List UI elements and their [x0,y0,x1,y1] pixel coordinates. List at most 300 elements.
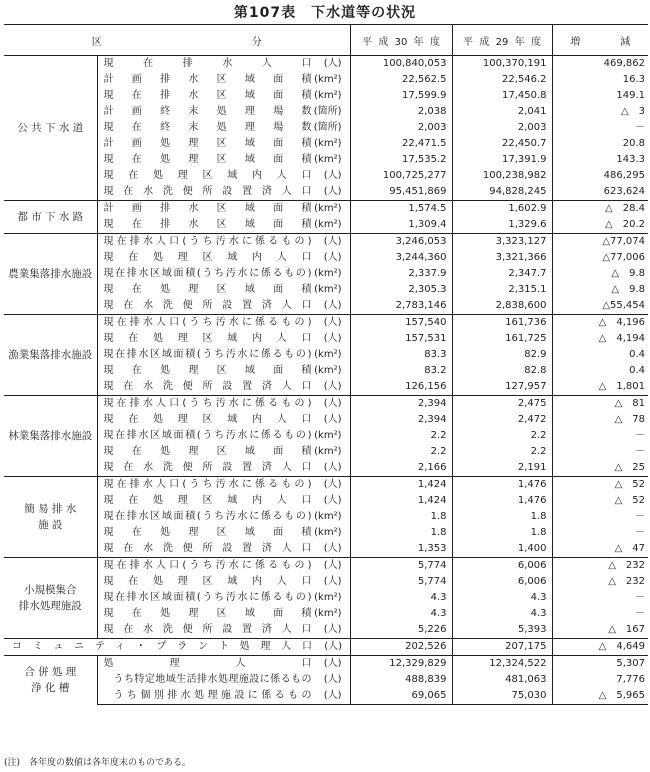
item-unit: (km²) [314,430,342,441]
item-cell [97,363,350,379]
item-cell [97,250,350,266]
table-row [4,152,648,168]
item-unit: (km²) [314,284,342,295]
item-unit: (人) [323,252,342,263]
item-cell [97,184,350,201]
table-row [4,298,648,315]
item-cell [97,72,350,88]
value-fy2018: 5,774 [350,574,452,590]
value-fy2017: 1,602.9 [452,201,552,218]
table-row [4,217,648,234]
item-cell [97,460,350,477]
value-change: 20.8 [622,138,645,149]
value-change: △ 4,649 [552,639,648,656]
value-fy2017: 82.9 [452,347,552,363]
item-cell [97,590,350,606]
value-fy2017: 1,329.6 [452,217,552,234]
table-row [4,201,648,218]
footnote: (注) 各年度の数値は各年度末のものである。 [4,758,192,768]
value-change: △ 78 [614,414,645,425]
value-fy2018: 3,246,053 [350,234,452,251]
item-label: 現在排水人口(うち汚水に係るもの) [103,479,312,490]
group-name: 簡 易 排 水 施 設 [24,503,77,531]
group-label [4,56,97,201]
item-cell [97,347,350,363]
value-fy2018: 100,840,053 [350,56,452,73]
header-fy2017: 平成29年度 [452,25,552,56]
value-fy2017: 3,321,366 [452,250,552,266]
item-unit: (km²) [314,268,342,279]
value-fy2017: 2,191 [452,460,552,477]
group-name: 漁業集落排水施設 [8,349,93,361]
item-label: 現在処理区域面積 [103,365,312,376]
value-fy2017: 1,476 [452,477,552,494]
item-unit: (人) [323,495,342,506]
table-row [4,136,648,152]
value-fy2017: 75,030 [452,688,552,705]
table-row [4,477,648,494]
value-fy2017: 6,006 [452,558,552,575]
table-row [4,460,648,477]
value-fy2018: 22,562.5 [350,72,452,88]
community-plant-label [4,639,350,656]
value-fy2017: 17,391.9 [452,152,552,168]
group-label [4,201,97,234]
table-row [4,184,648,201]
page-title: 第107表 下水道等の状況 [233,5,417,21]
value-change: 149.1 [616,90,645,101]
item-cell [97,379,350,396]
value-fy2017: 481,063 [452,672,552,688]
value-fy2017: 100,238,982 [452,168,552,184]
value-fy2018: 1,353 [350,541,452,558]
table-row [4,688,648,705]
value-change: △ 20.2 [605,219,645,230]
group-label [4,234,97,315]
item-cell [97,168,350,184]
value-fy2018: 4.3 [350,590,452,606]
table-row [4,347,648,363]
item-label: 現在処理区域内人口 [103,252,312,263]
community-plant-label-text: コミュニティ・プラント処理人口 [12,641,312,652]
item-cell [97,509,350,525]
value-fy2018: 2,394 [350,412,452,428]
value-fy2017: 2.2 [452,444,552,460]
table-row [4,104,648,120]
item-unit: (人) [323,674,342,685]
value-change: △ 47 [614,543,645,554]
value-fy2017: 2,003 [452,120,552,136]
table-row [4,525,648,541]
value-change: △ 52 [552,477,648,494]
value-fy2017: 82.8 [452,363,552,379]
item-unit: (人) [323,58,342,69]
value-fy2018: 22,471.5 [350,136,452,152]
value-change: △ 5,965 [552,688,648,705]
item-unit: (人) [323,658,342,669]
item-label: うち個別排水処理施設に係るもの [113,690,312,701]
value-fy2017: 2,475 [452,396,552,413]
value-fy2017: 6,006 [452,574,552,590]
item-unit: (人) [323,170,342,181]
value-fy2017: 2,472 [452,412,552,428]
item-unit: (人) [323,543,342,554]
table-row [4,639,648,656]
item-label: 現在処理区域面積 [103,608,312,619]
value-change: △77,006 [602,252,645,263]
item-unit: (人) [323,576,342,587]
value-change: － [635,511,645,522]
item-cell [97,477,350,494]
value-fy2017: 22,450.7 [452,136,552,152]
value-fy2018: 157,531 [350,331,452,347]
item-unit: (人) [323,414,342,425]
table-row [4,672,648,688]
item-cell [97,120,350,136]
value-fy2017: 4.3 [452,606,552,622]
value-fy2017: 22,546.2 [452,72,552,88]
value-change: △ 25 [614,462,645,473]
item-label: 現在処理区域内人口 [103,333,312,344]
item-cell [97,412,350,428]
value-fy2017: 2,838,600 [452,298,552,315]
item-label: 現在水洗便所設置済人口 [103,381,312,392]
table-row [4,168,648,184]
item-unit: (人) [323,560,342,571]
value-change: △ 232 [552,558,648,575]
table-row [4,396,648,413]
value-change: 486,295 [603,170,645,181]
value-fy2018: 488,839 [350,672,452,688]
value-fy2018: 2.2 [350,444,452,460]
value-fy2018: 83.3 [350,347,452,363]
value-fy2017: 3,323,127 [452,234,552,251]
value-change: △ 1,801 [598,381,645,392]
value-fy2017: 4.3 [452,590,552,606]
item-unit: (人) [323,381,342,392]
value-fy2017: 1.8 [452,525,552,541]
item-cell [97,152,350,168]
item-label: 現在排水区域面積(うち汚水に係るもの) [103,268,312,279]
value-fy2018: 157,540 [350,315,452,332]
item-unit: (km²) [314,203,342,214]
item-unit: (人) [323,317,342,328]
item-label: 現在水洗便所設置済人口 [103,462,312,473]
item-unit: (人) [323,236,342,247]
table-row [4,656,648,673]
table-row [4,282,648,298]
table-row [4,266,648,282]
table-row [4,590,648,606]
item-unit: (km²) [314,511,342,522]
item-cell [97,201,350,218]
value-fy2018: 17,599.9 [350,88,452,104]
value-fy2018: 2,166 [350,460,452,477]
item-unit: (km²) [314,90,342,101]
table-row [4,120,648,136]
value-fy2018: 1.8 [350,509,452,525]
item-cell [97,315,350,332]
group-name: 小規模集合 排水処理施設 [18,584,82,612]
item-cell [97,558,350,575]
value-fy2017: 2.2 [452,428,552,444]
value-fy2017: 5,393 [452,622,552,639]
value-fy2018: 2,003 [350,120,452,136]
item-label: 現在排水区域面積(うち汚水に係るもの) [103,349,312,360]
group-name: 林業集落排水施設 [8,430,93,442]
value-change: 7,776 [616,674,645,685]
value-fy2018: 2,783,146 [350,298,452,315]
table-row [4,541,648,558]
value-fy2018: 5,774 [350,558,452,575]
value-change: － [635,527,645,538]
value-change: － [635,592,645,603]
table-row [4,250,648,266]
value-fy2017: 100,370,191 [452,56,552,73]
item-label: 現在水洗便所設置済人口 [103,186,312,197]
item-label: 計画排水区域面積 [103,74,312,85]
value-fy2018: 1,309.4 [350,217,452,234]
item-cell [97,88,350,104]
value-fy2017: 1.8 [452,509,552,525]
item-cell [97,541,350,558]
value-fy2018: 100,725,277 [350,168,452,184]
value-fy2018: 5,226 [350,622,452,639]
item-cell [97,282,350,298]
value-change: △ 52 [614,495,645,506]
header-fy2018: 平成30年度 [350,25,452,56]
table-row [4,379,648,396]
item-unit: (箇所) [313,106,342,117]
item-unit: (人) [323,186,342,197]
value-change: △ 3 [620,106,645,117]
item-unit: (人) [323,462,342,473]
value-fy2018: 2.2 [350,428,452,444]
item-label: 現在排水区域面積 [103,90,312,101]
item-unit: (km²) [314,592,342,603]
item-unit: (人) [323,300,342,311]
table-header-row [4,25,648,56]
item-unit: (人) [323,333,342,344]
table-row [4,72,648,88]
item-label: 計画処理区域面積 [103,138,312,149]
item-label: 現在水洗便所設置済人口 [103,624,312,635]
item-cell [97,656,350,673]
value-change: △ 232 [608,576,645,587]
item-cell [97,493,350,509]
value-fy2018: 12,329,829 [350,656,452,673]
value-change: △ 9.8 [611,284,645,295]
item-label: 現在排水区域面積(うち汚水に係るもの) [103,430,312,441]
item-cell [97,525,350,541]
item-unit: (km²) [314,74,342,85]
item-label: 現在水洗便所設置済人口 [103,543,312,554]
table-row [4,444,648,460]
header-change: 増 減 [552,25,648,56]
group-name: 都 市 下 水 路 [17,211,84,223]
value-change: － [635,608,645,619]
value-change: △77,074 [552,234,648,251]
item-label: 現在排水人口 [103,58,312,69]
value-change: △ 28.4 [552,201,648,218]
item-label: 現在処理区域面積 [103,446,312,457]
group-name: 合 併 処 理 浄 化 槽 [24,666,77,695]
item-label: 現在排水人口(うち汚水に係るもの) [103,560,312,571]
value-change: 16.3 [622,74,645,85]
item-cell [97,444,350,460]
value-change: △ 4,194 [598,333,645,344]
item-label: 計画終末処理場数 [103,106,312,117]
value-fy2018: 95,451,869 [350,184,452,201]
value-fy2018: 1,424 [350,477,452,494]
item-unit: (人) [324,641,342,652]
value-fy2018: 69,065 [350,688,452,705]
item-unit: (km²) [314,219,342,230]
value-change: 5,307 [552,656,648,673]
item-cell [97,331,350,347]
item-cell [97,396,350,413]
item-label: 現在排水区域面積(うち汚水に係るもの) [103,511,312,522]
value-fy2017: 161,736 [452,315,552,332]
item-cell [97,606,350,622]
value-fy2017: 12,324,522 [452,656,552,673]
item-label: 現在水洗便所設置済人口 [103,300,312,311]
item-cell [97,428,350,444]
table-row [4,622,648,639]
value-change: 143.3 [616,154,645,165]
item-cell [97,622,350,639]
table-row [4,606,648,622]
value-change: 469,862 [552,56,648,73]
item-unit: (人) [323,479,342,490]
value-change: 0.4 [629,365,645,376]
value-fy2017: 94,828,245 [452,184,552,201]
value-change: △ 81 [552,396,648,413]
value-fy2018: 1,574.5 [350,201,452,218]
value-fy2018: 202,526 [350,639,452,656]
group-label [4,315,97,396]
value-change: △ 167 [608,624,645,635]
value-fy2018: 1.8 [350,525,452,541]
group-label [4,656,97,705]
value-fy2018: 1,424 [350,493,452,509]
item-unit: (km²) [314,608,342,619]
value-fy2018: 83.2 [350,363,452,379]
table-row [4,331,648,347]
group-name: 農業集落排水施設 [8,268,93,280]
item-label: 現在排水区域面積(うち汚水に係るもの) [103,592,312,603]
group-label [4,558,97,639]
value-fy2017: 1,400 [452,541,552,558]
value-fy2017: 1,476 [452,493,552,509]
value-fy2017: 2,347.7 [452,266,552,282]
table-row [4,363,648,379]
table-row [4,315,648,332]
item-cell [97,266,350,282]
table-row [4,56,648,73]
group-label [4,396,97,477]
value-fy2017: 127,957 [452,379,552,396]
group-name: 公 共 下 水 道 [17,122,84,134]
value-fy2018: 2,394 [350,396,452,413]
value-fy2018: 2,337.9 [350,266,452,282]
item-cell [97,672,350,688]
sewer-status-table [4,24,648,705]
table-row [4,428,648,444]
value-change: － [635,430,645,441]
item-cell [97,298,350,315]
value-change: △55,454 [602,300,645,311]
item-unit: (人) [323,624,342,635]
item-label: うち特定地域生活排水処理施設に係るもの [113,674,312,685]
item-label: 現在排水人口(うち汚水に係るもの) [103,317,312,328]
value-change: △ 9.8 [611,268,645,279]
value-fy2018: 126,156 [350,379,452,396]
value-fy2018: 2,038 [350,104,452,120]
item-label: 現在処理区域面積 [103,527,312,538]
table-row [4,574,648,590]
header-category: 区 分 [4,25,350,56]
group-label [4,477,97,558]
item-unit: (人) [323,398,342,409]
item-unit: (人) [323,690,342,701]
item-unit: (km²) [314,365,342,376]
value-fy2018: 4.3 [350,606,452,622]
table-row [4,493,648,509]
value-change: － [635,446,645,457]
value-change: △ 4,196 [552,315,648,332]
value-change: － [635,122,645,133]
value-fy2017: 17,450.8 [452,88,552,104]
item-label: 現在処理区域内人口 [103,414,312,425]
table-row [4,88,648,104]
table-row [4,509,648,525]
item-cell [97,104,350,120]
item-cell [97,217,350,234]
table-row [4,412,648,428]
value-fy2017: 161,725 [452,331,552,347]
value-change: 623,624 [603,186,645,197]
item-unit: (箇所) [313,122,342,133]
item-label: 計画排水区域面積 [103,203,312,214]
value-fy2018: 17,535.2 [350,152,452,168]
table-row [4,234,648,251]
item-label: 現在終末処理場数 [103,122,312,133]
item-label: 現在排水区域面積 [103,219,312,230]
item-unit: (km²) [314,154,342,165]
value-change: 0.4 [629,349,645,360]
item-cell [97,136,350,152]
item-unit: (km²) [314,446,342,457]
item-cell [97,234,350,251]
item-unit: (km²) [314,527,342,538]
value-fy2017: 2,041 [452,104,552,120]
item-label: 現在排水人口(うち汚水に係るもの) [103,398,312,409]
item-label: 現在処理区域面積 [103,284,312,295]
item-label: 現在処理区域内人口 [103,495,312,506]
table-row [4,558,648,575]
item-unit: (km²) [314,349,342,360]
value-fy2017: 2,315.1 [452,282,552,298]
item-cell [97,688,350,705]
item-label: 現在処理区域内人口 [103,170,312,181]
value-fy2018: 2,305.3 [350,282,452,298]
item-label: 現在処理区域内人口 [103,576,312,587]
item-label: 現在排水人口(うち汚水に係るもの) [103,236,312,247]
item-label: 現在処理区域面積 [103,154,312,165]
value-fy2017: 207,175 [452,639,552,656]
item-cell [97,56,350,73]
